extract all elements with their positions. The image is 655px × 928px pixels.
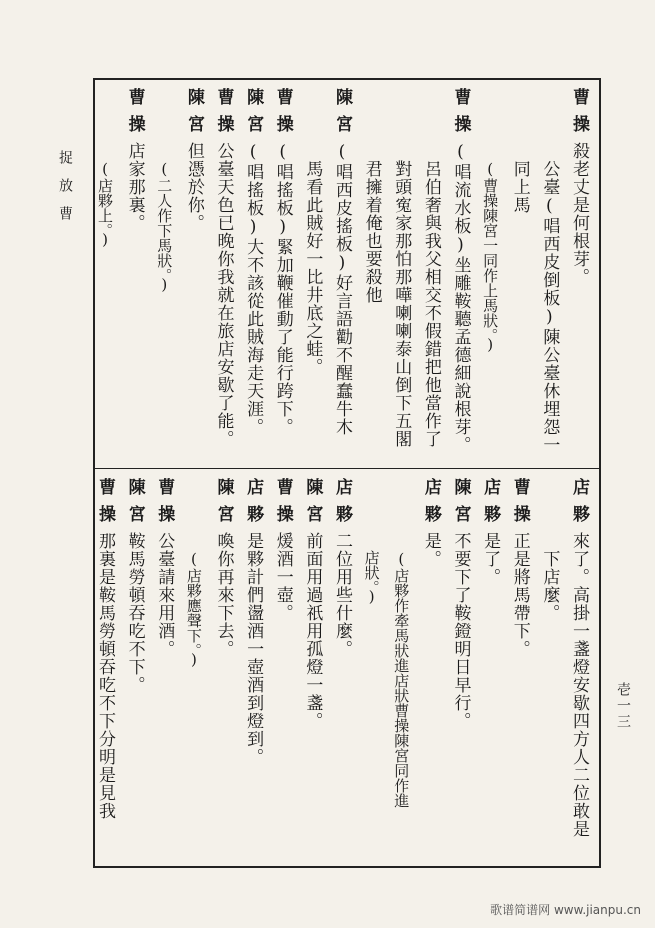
dialogue-text: 是了。 [480, 532, 501, 586]
stage-direction: (店夥作牽馬狀進店狀曹操陳宮同作進 [392, 550, 411, 808]
speaker-name: 曹操 [213, 88, 234, 142]
script-column [126, 478, 143, 694]
script-column [185, 88, 202, 232]
speaker-name: 曹操 [569, 88, 589, 142]
script-column [333, 88, 350, 436]
stage-direction: (店夥上。) [96, 160, 114, 249]
speaker-name: 曹操 [95, 478, 115, 532]
speaker-name: 店夥 [420, 478, 441, 532]
stage-direction: (曹操陳宮一同作上馬狀。) [481, 160, 500, 354]
script-column [155, 160, 172, 294]
dialogue-text: 是。 [420, 532, 441, 568]
stage-direction: (二人作下馬狀。) [155, 160, 174, 294]
speaker-name: 曹操 [272, 88, 293, 142]
dialogue-text: (唱搖板)大不該從此賊海走天涯。 [243, 142, 264, 436]
script-column [570, 88, 587, 286]
dialogue-text: 公臺天色已晚你我就在旅店安歇了能。 [213, 142, 234, 448]
dialogue-text: (唱搖板)緊加鞭催動了能行跨下。 [272, 142, 293, 436]
page-number: 壱一三 [615, 682, 631, 730]
script-column [126, 88, 143, 232]
script-column [422, 160, 439, 448]
dialogue-text: (唱流水板)坐雕鞍聽孟德細說根芽。 [450, 142, 471, 454]
dialogue-text: 同上馬 [509, 160, 530, 214]
section-divider [94, 468, 600, 469]
script-column [96, 478, 113, 820]
script-column [185, 550, 202, 669]
stage-direction: 店狀。) [362, 550, 381, 606]
dialogue-text: 煖酒一壺。 [272, 532, 293, 622]
speaker-name: 曹操 [272, 478, 293, 532]
speaker-name: 店夥 [332, 478, 352, 532]
speaker-name: 店夥 [243, 478, 264, 532]
script-column [481, 160, 498, 354]
script-column [480, 478, 501, 586]
script-column [539, 550, 560, 622]
script-column [363, 160, 380, 304]
dialogue-text: 呂伯奢與我父相交不假錯把他當作了 [420, 160, 441, 448]
dialogue-text: 正是將馬帶下。 [509, 532, 530, 658]
dialogue-text: 但憑於你。 [183, 142, 204, 232]
speaker-name: 店夥 [569, 478, 589, 532]
dialogue-text: 那裏是鞍馬勞頓吞吃不下分明是見我 [95, 532, 115, 820]
script-column [333, 478, 350, 658]
speaker-name: 曹操 [154, 478, 175, 532]
script-column [215, 478, 232, 658]
script-column [274, 478, 291, 622]
dialogue-text: 不要下了鞍鐙明日早行。 [450, 532, 471, 730]
dialogue-text: 是夥計們盪酒一壺酒到燈到。 [243, 532, 264, 766]
dialogue-text: 店家那裏。 [124, 142, 145, 232]
watermark: 歌谱简谱网 www.jianpu.cn [490, 903, 641, 917]
script-column [215, 88, 232, 448]
script-column [96, 160, 113, 249]
script-column [302, 160, 323, 376]
speaker-name: 陳宮 [183, 88, 204, 142]
dialogue-text: (唱西皮搖板)好言語勸不醒蠢牛木 [332, 142, 352, 436]
speaker-name: 陳宮 [450, 478, 471, 532]
script-column [243, 88, 264, 436]
speaker-name: 陳宮 [213, 478, 234, 532]
script-column [391, 160, 412, 448]
speaker-name: 店夥 [480, 478, 501, 532]
script-column [452, 478, 469, 730]
dialogue-text: 馬看此賊好一比井底之蛙。 [302, 160, 323, 376]
dialogue-text: 公臺(唱西皮倒板)陳公臺休埋怨一 [539, 160, 560, 454]
script-column [154, 478, 175, 658]
script-column [452, 88, 469, 454]
speaker-name: 陳宮 [302, 478, 323, 532]
dialogue-text: 前面用過祇用孤燈一盞。 [302, 532, 323, 730]
dialogue-text: 來了。高掛一盞燈安歇四方人二位敢是 [569, 532, 589, 838]
dialogue-text: 二位用些什麼。 [332, 532, 352, 658]
dialogue-text: 對頭寃家那怕那嘩喇喇泰山倒下五閣 [391, 160, 412, 448]
speaker-name: 曹操 [124, 88, 145, 142]
speaker-name: 陳宮 [243, 88, 264, 142]
book-title: 捉放曹 [57, 150, 73, 234]
script-column [392, 550, 409, 808]
dialogue-text: 公臺請來用酒。 [154, 532, 175, 658]
speaker-name: 陳宮 [124, 478, 145, 532]
script-column [539, 160, 560, 454]
speaker-name: 陳宮 [332, 88, 352, 142]
script-column [363, 550, 380, 606]
stage-direction: (店夥應聲下。) [184, 550, 203, 669]
dialogue-text: 鞍馬勞頓吞吃不下。 [124, 532, 145, 694]
script-column [511, 160, 528, 214]
script-column [422, 478, 439, 568]
script-column [274, 88, 291, 436]
script-column [243, 478, 264, 766]
script-column [511, 478, 528, 658]
speaker-name: 曹操 [509, 478, 530, 532]
dialogue-text: 下店麼。 [539, 550, 560, 622]
dialogue-text: 君擁着俺也要殺他 [361, 160, 382, 304]
dialogue-text: 喚你再來下去。 [213, 532, 234, 658]
dialogue-text: 殺老丈是何根芽。 [569, 142, 589, 286]
script-column [570, 478, 587, 838]
script-column [302, 478, 323, 730]
speaker-name: 曹操 [450, 88, 471, 142]
